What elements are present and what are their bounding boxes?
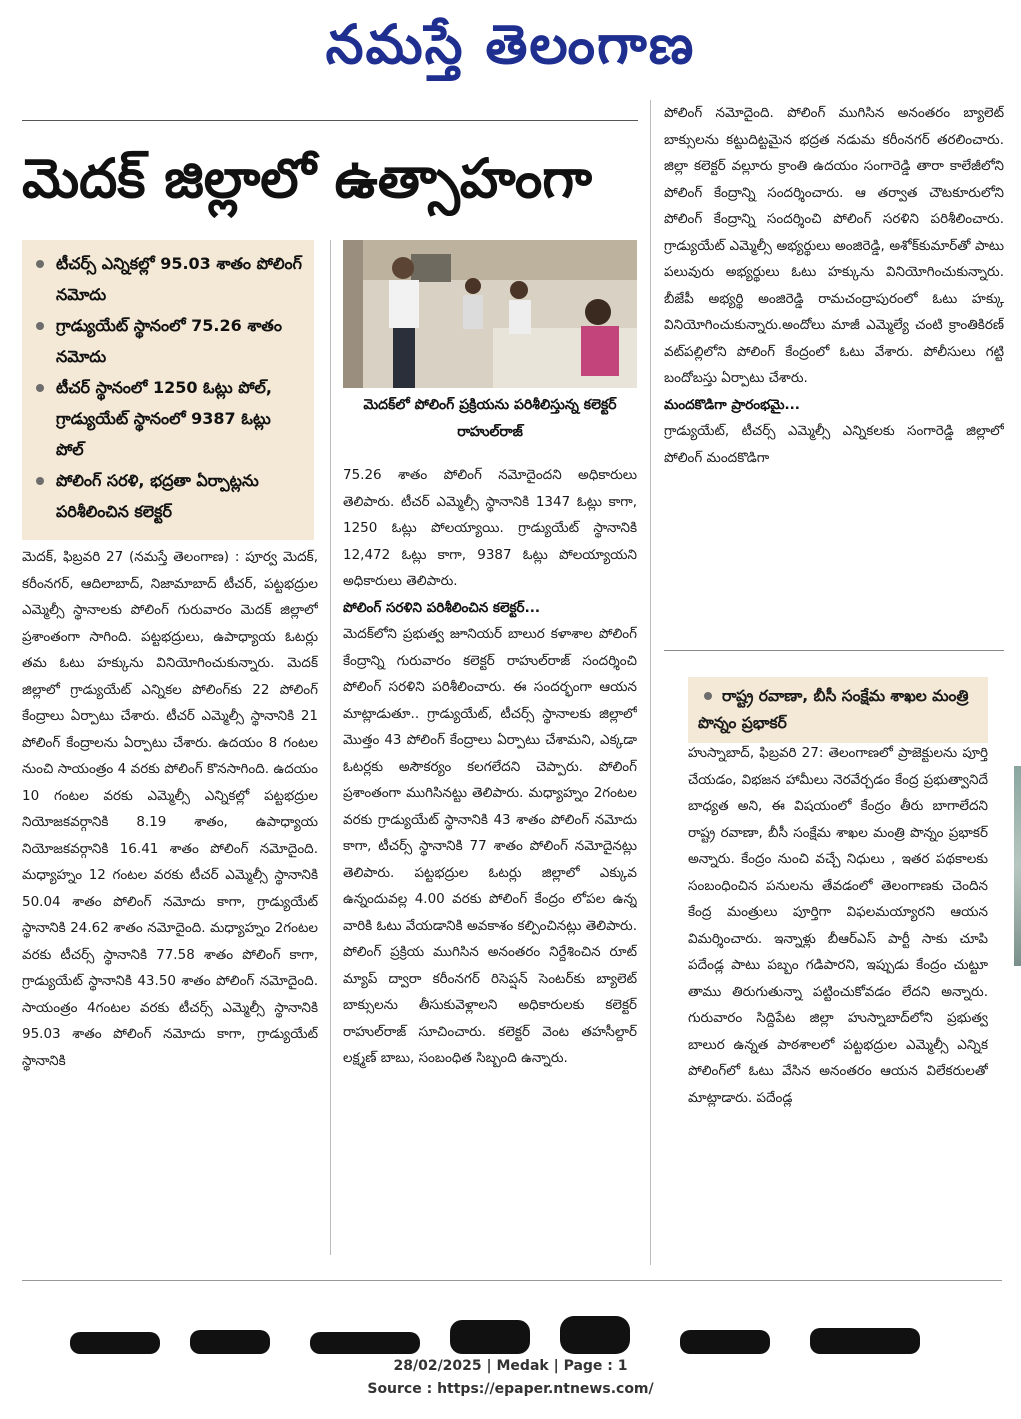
highlight-item: టీచర్ స్థానంలో 1250 ఓట్లు పోల్, గ్రాడ్యుయేట్ స్థానంలో 9387 ఓట్లు పోల్ (32, 372, 304, 465)
bullet-icon (36, 477, 44, 485)
side-headline-box (688, 677, 988, 743)
article-text: మెదక్‌లోని ప్రభుత్వ జూనియర్ బాలుర కళాశాల పోలింగ్ కేంద్రాన్ని గురువారం కలెక్టర్ రాహుల్‌రాజ్ సందర్శించి పోలింగ్ సరళిని పరిశీలించారు. ఈ సందర్భంగా ఆయన మాట్లాడుతూ.. గ్రాడ్యుయేట్, టీచర్స్ స్థానాలకు జిల్లాలో మొత్తం 43 పోలింగ్ కేంద్రాలు ఏర్పాటు చేశామని, ఎక్కడా ఓటర్లకు అసౌకర్యం కలగలేదని చెప్పారు. పోలింగ్ ప్రశాంతంగా ముగిసినట్టు తెలిపారు. మధ్యాహ్నం 2గంటల వరకు గ్రాడ్యుయేట్ స్థానానికి 43 శాతం పోలింగ్ నమోదు కాగా, టీచర్స్ స్థానానికి 77 శాతం పోలింగ్ నమోదైనట్లు తెలిపారు. పట్టభద్రుల ఓటర్లు జిల్లాలో ఎక్కువ ఉన్నందువల్ల 4.00 వరకు పోలింగ్ కేంద్రం లోపల ఉన్న వారికి ఓటు వేయడానికి అవకాశం కల్పించినట్లు తెలిపారు. పోలింగ్ ప్రక్రియ ముగిసిన అనంతరం నిర్దేశించిన రూట్ మ్యాప్ ద్వారా కరీంనగర్ రిసెప్షన్ సెంటర్‌కు బ్యాలెట్ బాక్సులను తీసుకువెళ్లాలని అధికారులకు కలెక్టర్ రాహుల్‌రాజ్ సూచించారు. కలెక్టర్ వెంట తహసీల్దార్ లక్ష్మణ్ బాబు, సంబంధిత సిబ్బంది ఉన్నారు. (343, 626, 637, 1066)
bullet-icon (36, 322, 44, 330)
cropped-text-fragment (40, 1314, 980, 1354)
adjacent-photo-edge (1014, 766, 1021, 966)
bullet-icon (36, 384, 44, 392)
highlight-item: టీచర్స్ ఎన్నికల్లో 95.03 శాతం పోలింగ్ నమోదు (32, 248, 304, 310)
article-column-3 (664, 100, 1004, 640)
footer-date-line: 28/02/2025 | Medak | Page : 1 (393, 1358, 628, 1374)
subheading: పోలింగ్ సరళిని పరిశీలించిన కలెక్టర్... (343, 599, 540, 616)
article-text: 75.26 శాతం పోలింగ్ నమోదైందని అధికారులు తెలిపారు. టీచర్ ఎమ్మెల్సీ స్థానానికి 1347 ఓట్లు కాగా, 1250 ఓట్లు పోలయ్యాయి. గ్రాడ్యుయేట్ స్థానానికి 12,472 ఓట్లు కాగా, 9387 ఓట్లు పోలయ్యాయని అధికారులు తెలిపారు. (343, 467, 637, 589)
column-divider (650, 100, 651, 1265)
masthead: నమస్తే తెలంగాణ (325, 12, 696, 76)
article-text: హుస్నాబాద్, ఫిబ్రవరి 27: తెలంగాణలో ప్రాజెక్టులను పూర్తి చేయడం, విభజన హామీలు నెరవేర్చడం కేంద్ర ప్రభుత్వానిదే బాధ్యత అని, ఈ విషయంలో కేంద్రం తీరు బాగాలేదని రాష్ట్ర రవాణా, బీసీ సంక్షేమ శాఖల మంత్రి పొన్నం ప్రభాకర్ అన్నారు. కేంద్రం నుంచి వచ్చే నిధులు , ఇతర పథకాలకు సంబంధించిన పనులను తేవడంలో తెలంగాణకు చెందిన కేంద్ర మంత్రులు పూర్తిగా విఫలమయ్యారని ఆయన విమర్శించారు. ఇన్నాళ్లు బీఆర్‌ఎస్ పార్టీ సాకు చూపి పదేండ్ల పాటు పబ్బం గడిపారని, ఇప్పుడు కేంద్రం చుట్టూ తాము తిరుగుతున్నా పట్టించుకోవడం లేదని అన్నారు. గురువారం సిద్దిపేట జిల్లా హుస్నాబాద్‌లోని ప్రభుత్వ బాలుర ఉన్నత పాఠశాలలో పట్టభద్రుల ఎమ్మెల్సీ ఎన్నిక పోలింగ్‌లో ఓటు వేసిన అనంతరం ఆయన విలేకరులతో మాట్లాడారు. పదేండ్ల (688, 745, 988, 1106)
article-text: గ్రాడ్యుయేట్, టీచర్స్ ఎమ్మెల్సీ ఎన్నికలకు సంగారెడ్డి జిల్లాలో పోలింగ్ మందకొడిగా (664, 423, 1004, 466)
bottom-rule (22, 1280, 1002, 1281)
article-column-1 (22, 544, 318, 1256)
top-rule (22, 120, 638, 121)
article-text: మెదక్, ఫిబ్రవరి 27 (నమస్తే తెలంగాణ) : పూర్వ మెదక్, కరీంనగర్, ఆదిలాబాద్, నిజామాబాద్ టీచర్, పట్టభద్రుల ఎమ్మెల్సీ స్థానాలకు పోలింగ్ గురువారం మెదక్ జిల్లాలో ప్రశాంతంగా సాగింది. పట్టభద్రులు, ఉపాధ్యాయ ఓటర్లు తమ ఓటు హక్కును వినియోగించుకున్నారు. మెదక్ జిల్లాలో గ్రాడ్యుయేట్ ఎన్నికల పోలింగ్‌కు 22 పోలింగ్ కేంద్రాలు ఏర్పాటు చేశారు. టీచర్ ఎమ్మెల్సీ స్థానానికి 21 పోలింగ్ కేంద్రాలను ఏర్పాటు చేశారు. ఉదయం 8 గంటల నుంచి సాయంత్రం 4 వరకు పోలింగ్ కొనసాగింది. ఉదయం 10 గంటల వరకు ఎమ్మెల్సీ ఎన్నికల్లో పట్టభద్రుల నియోజకవర్గానికి 8.19 శాతం, ఉపాధ్యాయ నియోజకవర్గానికి 16.41 శాతం పోలింగ్ నమోదైంది. మధ్యాహ్నం 12 గంటల వరకు టీచర్ ఎమ్మెల్సీ స్థానానికి 50.04 శాతం పోలింగ్ నమోదు కాగా, గ్రాడ్యుయేట్ స్థానానికి 24.62 శాతం నమోదైంది. మధ్యాహ్నం 2గంటల వరకు టీచర్స్ స్థానానికి 77.58 శాతం పోలింగ్ కాగా, గ్రాడ్యుయేట్ స్థానానికి 43.50 శాతం పోలింగ్ నమోదైంది. సాయంత్రం 4గంటల వరకు టీచర్స్ ఎమ్మెల్సీ స్థానానికి 95.03 శాతం పోలింగ్ నమోదు కాగా, గ్రాడ్యుయేట్ స్థానానికి (22, 549, 318, 1069)
highlight-item: గ్రాడ్యుయేట్ స్థానంలో 75.26 శాతం నమోదు (32, 310, 304, 372)
highlights-box (22, 240, 314, 540)
footer-source-line: Source : https://epaper.ntnews.com/ (367, 1381, 654, 1397)
bullet-icon (704, 692, 712, 700)
article-text: పోలింగ్ నమోదైంది. పోలింగ్ ముగిసిన అనంతరం బ్యాలెట్ బాక్సులను కట్టుదిట్టమైన భద్రత నడుమ కరీంనగర్ తరలించారు. జిల్లా కలెక్టర్ వల్లూరు క్రాంతి ఉదయం సంగారెడ్డి తారా కాలేజీలోని పోలింగ్ కేంద్రాన్ని సందర్శించారు. ఆ తర్వాత చౌటకూరులోని పోలింగ్ కేంద్రాన్ని సందర్శించి పోలింగ్ సరళిని పరిశీలించారు. గ్రాడ్యుయేట్ ఎమ్మెల్సీ అభ్యర్థులు అంజిరెడ్డి, అశోక్‌కుమార్‌తో పాటు పలువురు అభ్యర్థులు ఓటు హక్కును వినియోగించుకున్నారు. బీజేపీ అభ్యర్థి అంజిరెడ్డి రామచంద్రాపురంలో ఓటు హక్కు వినియోగించుకున్నారు.అందోలు మాజీ ఎమ్మెల్యే చంటి క్రాంతికిరణ్ వట్‌పల్లిలోని పోలింగ్ కేంద్రంలో ఓటు వేశారు. పోలీసులు గట్టి బందోబస్తు ఏర్పాటు చేశారు. (664, 105, 1004, 386)
headline: మెదక్ జిల్లాలో ఉత్సాహంగా (22, 146, 593, 210)
article-column-2 (343, 462, 637, 1257)
bullet-icon (36, 260, 44, 268)
side-headline: రాష్ట్ర రవాణా, బీసీ సంక్షేమ శాఖల మంత్రి పొన్నం ప్రభాకర్ (698, 687, 969, 732)
next-headline-fragment (40, 1314, 980, 1354)
highlight-item: పోలింగ్ సరళి, భద్రతా ఏర్పాట్లను పరిశీలించిన కలెక్టర్ (32, 465, 304, 527)
section-rule (664, 650, 1004, 651)
subheading: మందకొడిగా ప్రారంభమై... (664, 396, 800, 413)
column-divider (330, 240, 331, 1255)
photo-illustration (343, 240, 637, 388)
photo-caption: మెదక్‌లో పోలింగ్ ప్రక్రియను పరిశీలిస్తున్న కలెక్టర్ రాహుల్‌రాజ్ (363, 397, 617, 440)
side-article-body (688, 740, 988, 1258)
news-photo (343, 240, 637, 388)
